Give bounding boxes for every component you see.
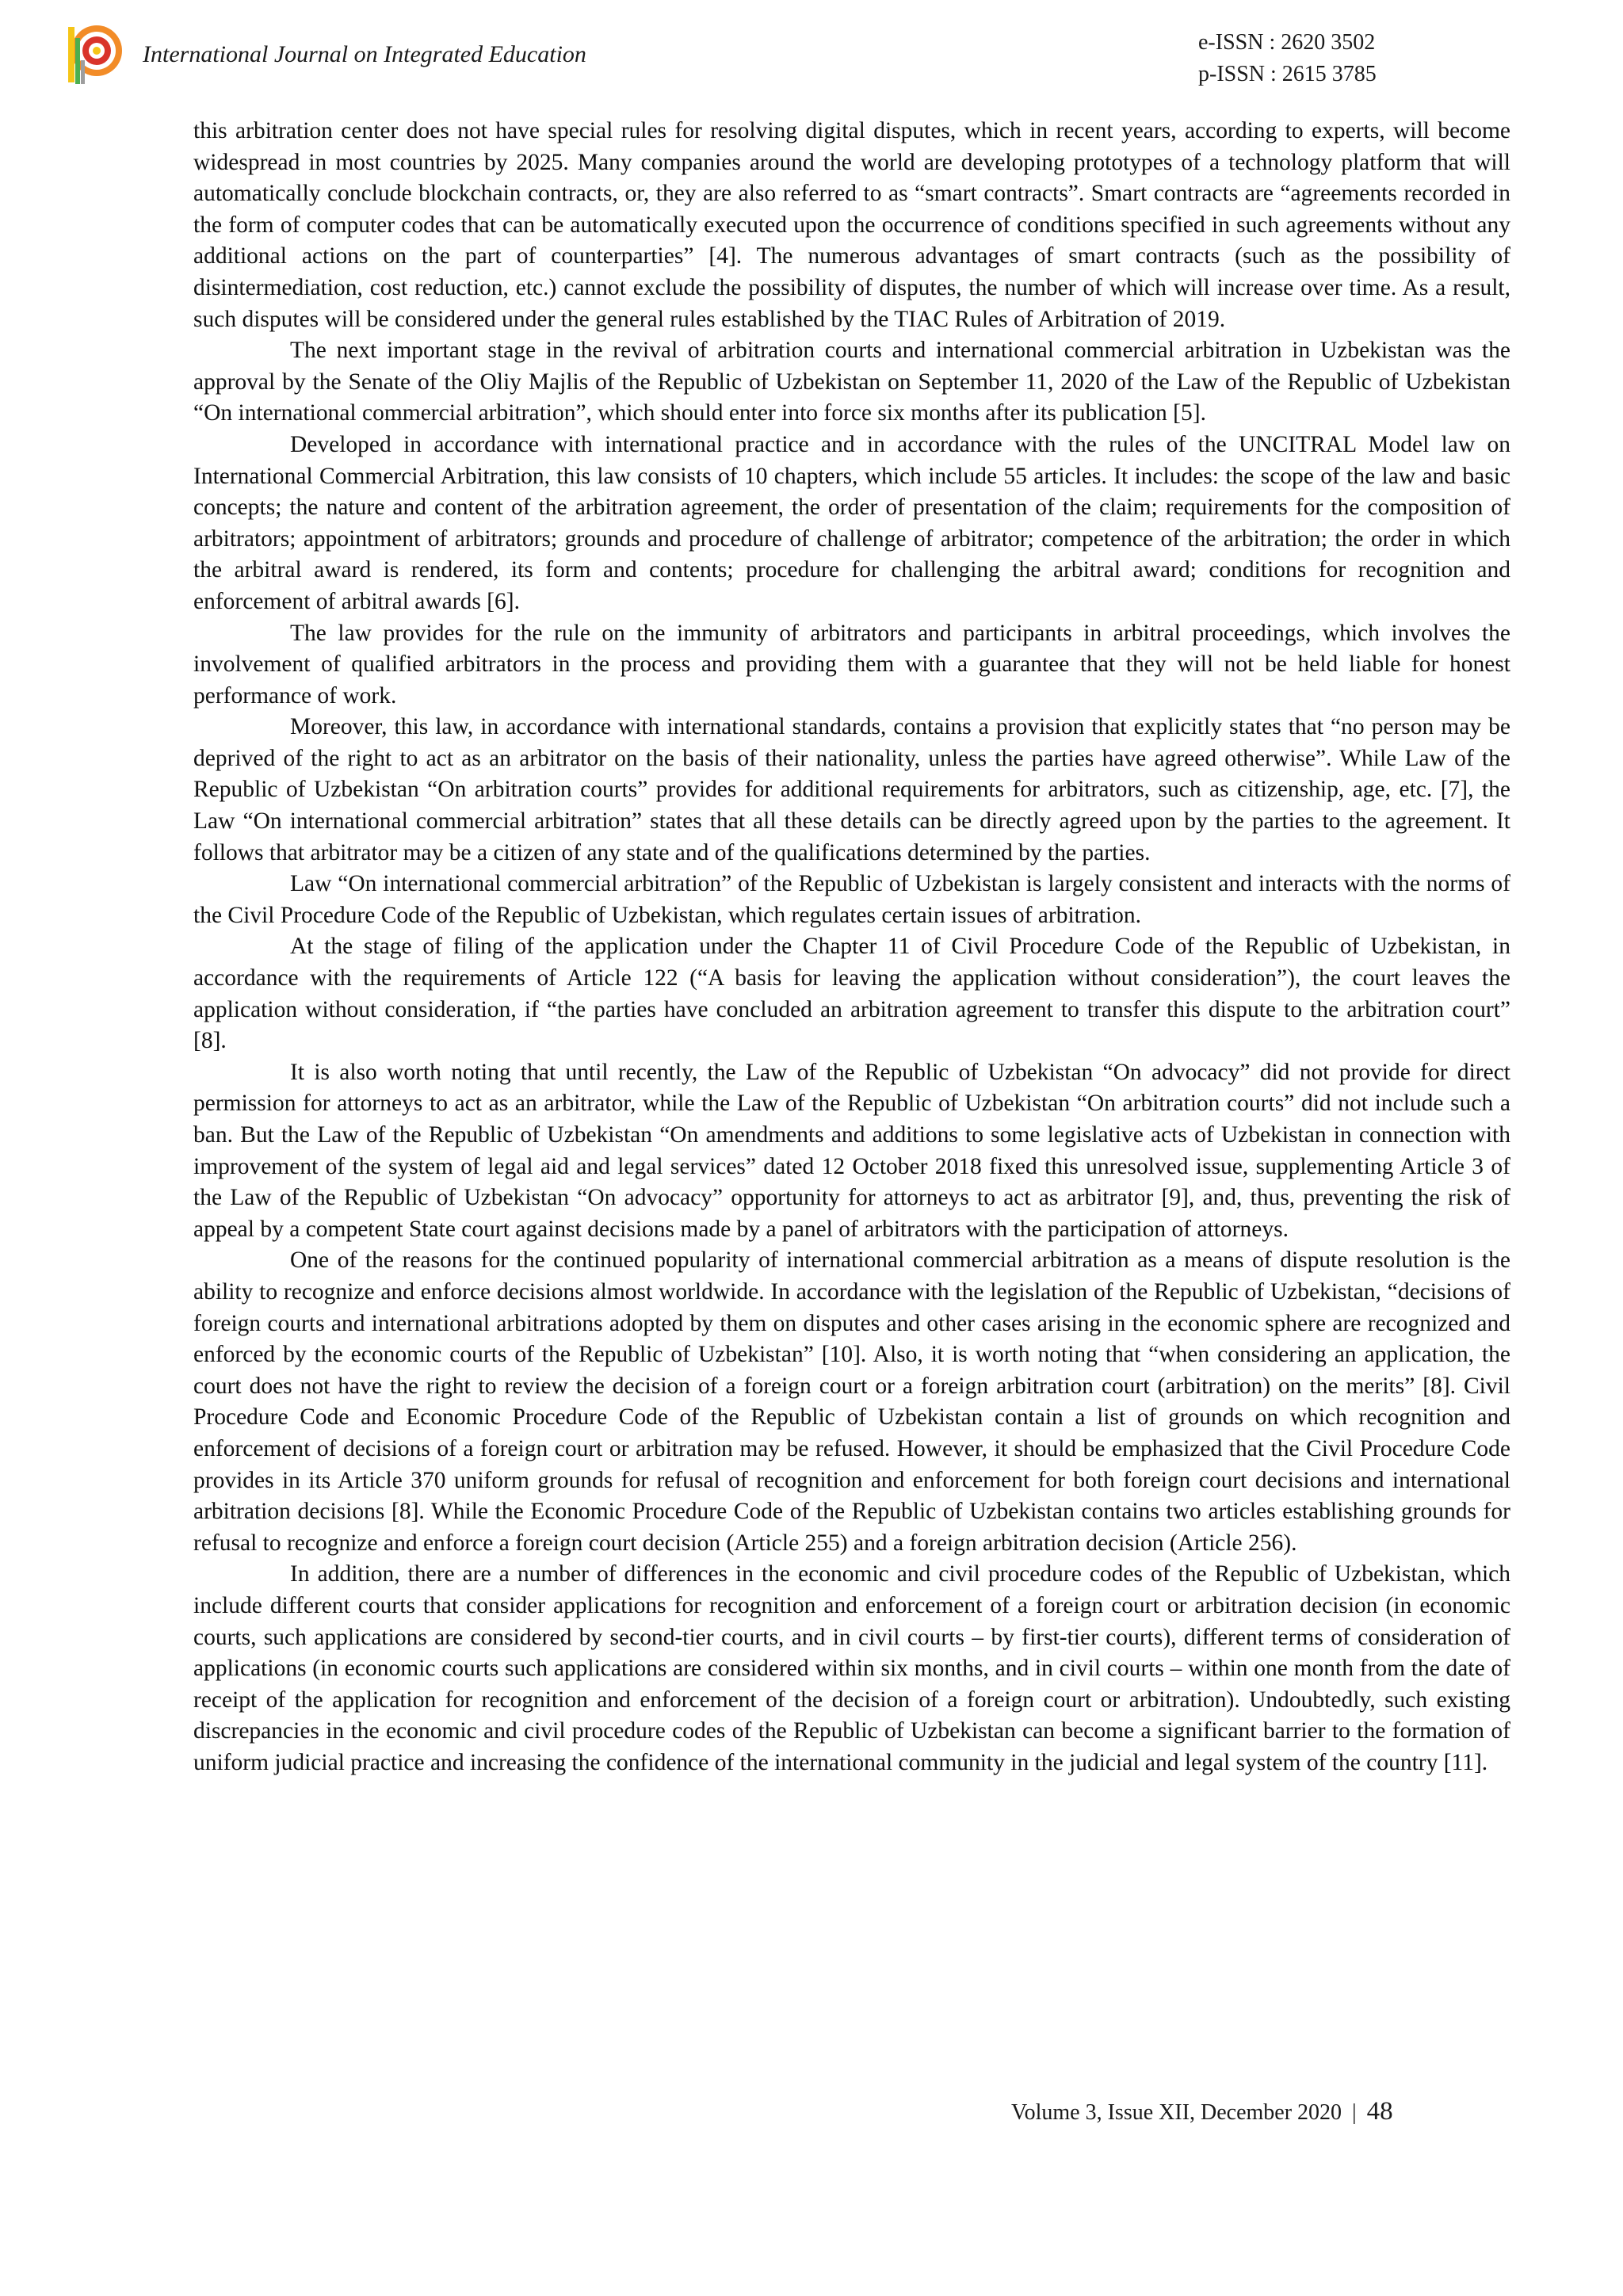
paragraph: The law provides for the rule on the immunity of arbitrators and participants in arbitral proceedings, which involves the involvement of qualified arbitrators in the process and providing them with a guarantee that they will not be held liable for honest performance of work. (193, 620, 1510, 709)
paragraph: The next important stage in the revival of arbitration courts and international commercial arbitration in Uzbekistan was the approval by the Senate of the Oliy Majlis of the Republic of Uzbekistan on September 11, 2020 of the Law of the Republic of Uzbekistan “On international commercial arbitration”, which should enter into force six months after its publication [5]. (193, 338, 1510, 426)
journal-logo-icon (65, 21, 125, 87)
page-footer (1011, 2097, 1393, 2126)
eissn: e-ISSN : 2620 3502 (1198, 30, 1376, 55)
volume-issue: Volume 3, Issue XII, December 2020 (1011, 2100, 1342, 2125)
pissn: p-ISSN : 2615 3785 (1198, 62, 1377, 86)
journal-name: International Journal on Integrated Education (143, 41, 586, 67)
footer-separator: | (1352, 2100, 1357, 2125)
issn-block (1198, 27, 1377, 90)
page-number: 48 (1366, 2097, 1393, 2126)
paragraph: Developed in accordance with international practice and in accordance with the rules of the UNCITRAL Model law on International Commercial Arbitration, this law consists of 10 chapters, which include 55 articles. It includes: the scope of the law and basic concepts; the nature and content of the arbitration agreement, the order of presentation of the claim; requirements for the composition of arbitrators; appointment of arbitrators; grounds and procedure of challenge of arbitrator; competence of the arbitration; the order in which the arbitral award is rendered, its form and contents; procedure for challenging the arbitral award; conditions for recognition and enforcement of arbitral awards [6]. (193, 431, 1510, 614)
article-body (193, 116, 1510, 1778)
paragraph: One of the reasons for the continued popularity of international commercial arbitration as a means of dispute resolution is the ability to recognize and enforce decisions almost worldwide. In accordance with the legislation of the Republic of Uzbekistan, “decisions of foreign courts and international arbitrations adopted by them on disputes and other cases arising in the economic sphere are recognized and enforced by the economic courts of the Republic of Uzbekistan” [10]. Also, it is worth noting that “when considering an application, the court does not have the right to review the decision of a foreign court or a foreign arbitration court (arbitration) on the merits” [8]. Civil Procedure Code and Economic Procedure Code of the Republic of Uzbekistan contain a list of grounds on which recognition and enforcement of decisions of a foreign court or arbitration may be refused. However, it should be emphasized that the Civil Procedure Code provides in its Article 370 uniform grounds for refusal of recognition and enforcement for both foreign court decisions and international arbitration decisions [8]. While the Economic Procedure Code of the Republic of Uzbekistan contains two articles establishing grounds for refusal to recognize and enforce a foreign court decision (Article 255) and a foreign arbitration decision (Article 256). (193, 1247, 1510, 1556)
paragraph: this arbitration center does not have special rules for resolving digital disputes, which in recent years, according to experts, will become widespread in most countries by 2025. Many companies around the world are developing prototypes of a technology platform that will automatically conclude blockchain contracts, or, they are also referred to as “smart contracts”. Smart contracts are “agreements recorded in the form of computer codes that can be automatically executed upon the occurrence of conditions specified in such agreements without any additional actions on the part of counterparties” [4]. The numerous advantages of smart contracts (such as the possibility of disintermediation, cost reduction, etc.) cannot exclude the possibility of disputes, the number of which will increase over time. As a result, such disputes will be considered under the general rules established by the TIAC Rules of Arbitration of 2019. (193, 118, 1510, 332)
paragraph: In addition, there are a number of differences in the economic and civil procedure codes of the Republic of Uzbekistan, which include different courts that consider applications for recognition and enforcement of a foreign court or arbitration decision (in economic courts, such applications are considered by second-tier courts, and in civil courts – by first-tier courts), different terms of consideration of applications (in economic courts such applications are considered within six months, and in civil courts – within one month from the date of receipt of the application for recognition and enforcement of the decision of a foreign court or arbitration). Undoubtedly, such existing discrepancies in the economic and civil procedure codes of the Republic of Uzbekistan can become a significant barrier to the formation of uniform judicial practice and increasing the confidence of the international community in the judicial and legal system of the country [11]. (193, 1561, 1510, 1775)
paragraph: Law “On international commercial arbitration” of the Republic of Uzbekistan is largely consistent and interacts with the norms of the Civil Procedure Code of the Republic of Uzbekistan, which regulates certain issues of arbitration. (193, 871, 1510, 928)
paragraph: At the stage of filing of the application under the Chapter 11 of Civil Procedure Code of the Republic of Uzbekistan, in accordance with the requirements of Article 122 (“A basis for leaving the application without consideration”), the court leaves the application without consideration, if “the parties have concluded an arbitration agreement to transfer this dispute to the arbitration court” [8]. (193, 934, 1510, 1054)
paragraph: It is also worth noting that until recently, the Law of the Republic of Uzbekistan “On advocacy” did not provide for direct permission for attorneys to act as an arbitrator, while the Law of the Republic of Uzbekistan “On arbitration courts” did not include such a ban. But the Law of the Republic of Uzbekistan “On amendments and additions to some legislative acts of Uzbekistan in connection with improvement of the system of legal aid and legal services” dated 12 October 2018 fixed this unresolved issue, supplementing Article 3 of the Law of the Republic of Uzbekistan “On advocacy” opportunity for attorneys to act as arbitrator [9], and, thus, preventing the risk of appeal by a competent State court against decisions made by a panel of arbitrators with the participation of attorneys. (193, 1059, 1510, 1242)
paragraph: Moreover, this law, in accordance with international standards, contains a provision that explicitly states that “no person may be deprived of the right to act as an arbitrator on the basis of their nationality, unless the parties have agreed otherwise”. While Law of the Republic of Uzbekistan “On arbitration courts” provides for additional requirements for arbitrators, such as citizenship, age, etc. [7], the Law “On international commercial arbitration” states that all these details can be directly agreed upon by the parties to the agreement. It follows that arbitrator may be a citizen of any state and of the qualifications determined by the parties. (193, 714, 1510, 865)
